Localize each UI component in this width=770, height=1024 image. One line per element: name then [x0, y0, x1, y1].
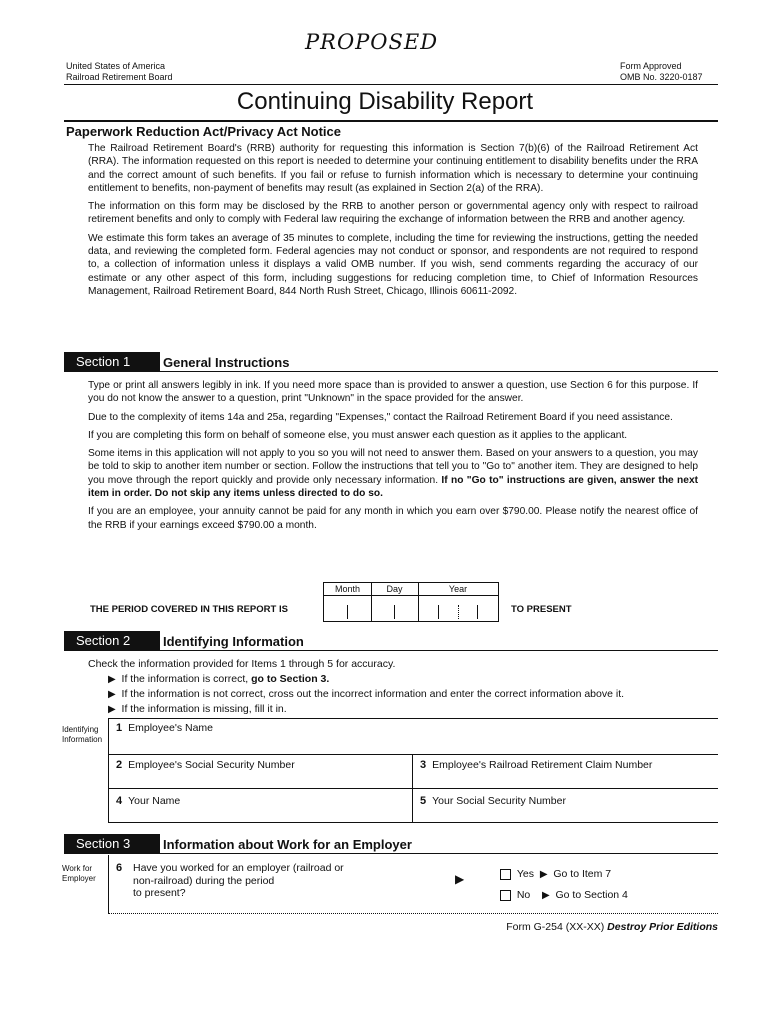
omb-approval: [620, 61, 703, 83]
employee-ssn-field[interactable]: [116, 759, 406, 785]
month-input[interactable]: [325, 597, 370, 619]
section1-rule: [64, 371, 718, 372]
section1-label: Section 1: [64, 352, 160, 372]
day-input[interactable]: [372, 597, 417, 619]
form-title: Continuing Disability Report: [236, 88, 534, 115]
section1-heading: General Instructions: [163, 355, 290, 370]
section3-label: Section 3: [64, 834, 160, 854]
item-6-answers: [500, 864, 628, 906]
yes-checkbox[interactable]: [500, 869, 511, 880]
no-checkbox[interactable]: [500, 890, 511, 901]
year-input[interactable]: [419, 597, 497, 619]
employee-name-label: Employee's Name: [128, 722, 213, 734]
item-3-number: 3: [420, 759, 427, 771]
arrow-icon: ▶: [541, 890, 550, 901]
item-6-question: [116, 862, 344, 900]
instruction-paragraph-4-bold: If no "Go to" instructions are given, answer the next item in order. Do not skip any items unless directed to do so.: [88, 474, 698, 500]
identifying-margin-line-2: Information: [62, 735, 103, 744]
period-date-box: [323, 582, 499, 622]
paperwork-paragraph-1: The Railroad Retirement Board's (RRB) authority for requesting this information is Section 7(b)(6) of the Railroad Retirement Act (RRA). The information requested on this report is needed to determine your continuing entitlement to disability benefits under the RRA and the correct amount of such benefits. If you fail or refuse to furnish information which is necessary to determine your continuing entitlement to benefits, non-payment of benefits may result (as explained in Section 2(a) of the RRA).: [88, 143, 698, 194]
go-to-section3-text: go to Section 3.: [251, 673, 330, 685]
section2-label: Section 2: [64, 631, 160, 651]
agency-name: [66, 61, 173, 83]
yes-label: Yes: [516, 868, 534, 880]
item-6-number: 6: [116, 862, 123, 874]
year-digit-divider-2: [458, 605, 459, 619]
bullet-correct-text: If the information is correct,: [121, 673, 252, 685]
item-5-number: 5: [420, 795, 427, 807]
arrow-icon: ▶: [108, 689, 116, 700]
row1-rule: [108, 754, 718, 755]
to-present-label: TO PRESENT: [511, 604, 572, 615]
instruction-paragraph-5: If you are an employee, your annuity cannot be paid for any month in which you earn over $790.00. Please notify the nearest office of the RRB if your earnings exceed $790.00 a month.: [88, 506, 698, 531]
item-4-number: 4: [116, 795, 123, 807]
approval-line-2: OMB No. 3220-0187: [620, 72, 703, 82]
your-ssn-field[interactable]: [420, 795, 716, 821]
section3-heading: Information about Work for an Employer: [163, 837, 412, 852]
identifying-margin-label: [62, 725, 102, 745]
bullet-missing-text: If the information is missing, fill it in.: [121, 703, 287, 715]
agency-line-2: Railroad Retirement Board: [66, 72, 173, 82]
year-digit-divider-1: [438, 605, 439, 619]
month-label: Month: [334, 584, 360, 594]
instruction-paragraph-2: Due to the complexity of items 14a and 25a, regarding "Expenses," contact the Railroad Retirement Board if you need assistance.: [88, 411, 673, 423]
claim-number-field[interactable]: [420, 759, 716, 785]
claim-number-label: Employee's Railroad Retirement Claim Number: [432, 759, 653, 771]
paperwork-heading: Paperwork Reduction Act/Privacy Act Notice: [66, 124, 342, 139]
instruction-paragraph-3: If you are completing this form on behalf of someone else, you must answer each question as it applies to the applicant.: [88, 429, 628, 441]
no-label: No: [516, 889, 531, 901]
identifying-margin-line-1: Identifying: [62, 725, 99, 734]
your-name-label: Your Name: [128, 795, 181, 807]
work-margin-line-1: Work for: [62, 864, 93, 873]
no-option[interactable]: [500, 885, 628, 906]
approval-line-1: Form Approved: [620, 61, 682, 71]
answer-arrow-icon: ▶: [455, 872, 465, 886]
period-label: THE PERIOD COVERED IN THIS REPORT IS: [90, 604, 288, 615]
your-name-field[interactable]: [116, 795, 406, 821]
section2-bullets: [108, 672, 624, 717]
row3-rule: [108, 822, 718, 823]
general-instructions: [88, 379, 698, 532]
period-date-divider: [324, 595, 498, 596]
question-line-2: non-railroad) during the period: [133, 874, 275, 887]
yes-goto-label: Go to Item 7: [553, 868, 612, 880]
form-number: Form G-254 (XX-XX): [506, 921, 605, 933]
arrow-icon: ▶: [108, 674, 116, 685]
year-digit-divider-3: [477, 605, 478, 619]
bullet-missing: [108, 702, 624, 717]
footer-rule: [108, 913, 718, 914]
yes-option[interactable]: [500, 864, 628, 885]
work-margin-line-2: Employer: [62, 874, 96, 883]
work-left-rule: [108, 855, 109, 913]
arrow-icon: ▶: [539, 869, 548, 880]
header-rule: [64, 84, 718, 85]
item-1-number: 1: [116, 722, 123, 734]
question-line-3: to present?: [133, 887, 186, 899]
proposed-stamp: PROPOSED: [305, 30, 439, 54]
form-footer: [506, 921, 718, 933]
instruction-paragraph-1: Type or print all answers legibly in ink. If you need more space than is provided to answer a question, use Section 6 for this purpose. If you do not know the answer to a question, print "Unknown" in the space provided for the answer.: [88, 380, 698, 405]
row2-rule: [108, 788, 718, 789]
employee-ssn-label: Employee's Social Security Number: [128, 759, 295, 771]
destroy-notice: Destroy Prior Editions: [607, 921, 718, 933]
identifying-top-rule: [108, 718, 718, 719]
section2-heading: Identifying Information: [163, 634, 304, 649]
arrow-icon: ▶: [108, 704, 116, 715]
bullet-incorrect-text: If the information is not correct, cross out the incorrect information and enter the correct information above it.: [121, 688, 625, 700]
year-label: Year: [448, 584, 468, 594]
instruction-paragraph-4-text: Some items in this application will not apply to you so you will not need to answer them. Based on your answers to a question, you may be told to skip to another item number or section. Follow the instructions that tell you to "Go to" another item. They are designed to help you move through the report quickly and provide only necessary information.: [88, 448, 698, 486]
section2-rule: [64, 650, 718, 651]
paperwork-paragraph-2: The information on this form may be disclosed by the RRB to another person or governmental agency only with respect to railroad retirement benefits and only to comply with Federal law requiring the exchange of information between the RRB and another agency.: [88, 201, 698, 226]
question-line-1: Have you worked for an employer (railroad or: [133, 862, 344, 874]
section3-rule: [64, 853, 718, 854]
employee-name-field[interactable]: [116, 722, 716, 752]
section2-intro: Check the information provided for Items 1 through 5 for accuracy.: [88, 658, 396, 670]
bullet-incorrect: [108, 687, 624, 702]
work-margin-label: [62, 864, 96, 884]
instruction-paragraph-4: [88, 447, 698, 500]
your-ssn-label: Your Social Security Number: [432, 795, 566, 807]
agency-line-1: United States of America: [66, 61, 166, 71]
title-rule: [64, 120, 718, 122]
no-goto-label: Go to Section 4: [555, 889, 628, 901]
month-digit-divider: [347, 605, 348, 619]
paperwork-paragraph-3: We estimate this form takes an average of 35 minutes to complete, including the time for reviewing the instructions, getting the needed data, and reviewing the completed form. Federal agencies may not conduct or sponsor, and respondents are not required to respond to, a collection of information unless it displays a valid OMB number. If you wish, send comments regarding the accuracy of our estimate or any other aspect of this form, including suggestions for reducing completion time, to Chief of Information Resources Management, Railroad Retirement Board, 844 North Rush Street, Chicago, Illinois 60611-2092.: [88, 232, 698, 297]
item-2-number: 2: [116, 759, 123, 771]
bullet-correct: [108, 672, 624, 687]
identifying-left-rule: [108, 718, 109, 822]
day-label: Day: [386, 584, 403, 594]
paperwork-notice: [88, 142, 698, 298]
day-digit-divider: [394, 605, 395, 619]
